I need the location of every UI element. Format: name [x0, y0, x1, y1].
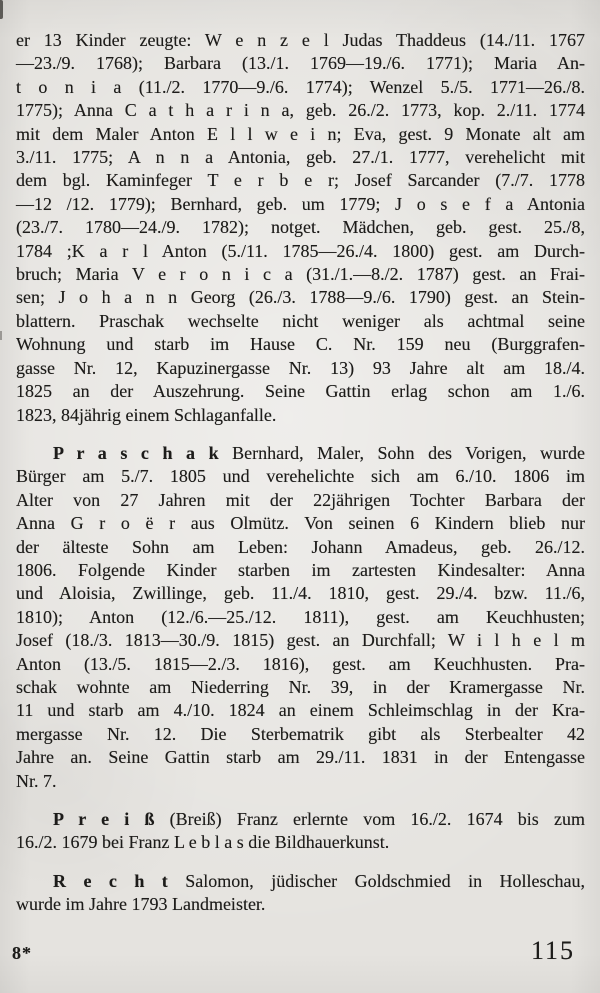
text-run: und Aloisia, Zwillinge, geb. 11./4. 1810, gest. 29./4. bzw. 11./6, [16, 583, 585, 604]
text-line [16, 653, 585, 676]
text-line [16, 746, 585, 769]
text-run: 1810); Anton (12./6.—25./12. 1811), gest. am Keuchhusten; [16, 606, 585, 627]
text-line [16, 770, 585, 793]
text-line [16, 699, 585, 722]
text-line [16, 216, 585, 239]
text-run: mergasse Nr. 12. Die Sterbematrik gibt als Sterbealter 42 [16, 723, 585, 744]
text-line [16, 629, 585, 652]
text-line [16, 310, 585, 333]
scan-artifact [0, 331, 2, 340]
text-line [16, 442, 585, 465]
text-line [16, 263, 585, 286]
text-run: 1825 an der Auszehrung. Seine Gattin erlag schon am 1./6. [16, 381, 585, 402]
page-text [16, 29, 585, 917]
text-line [16, 380, 585, 403]
text-line [16, 606, 585, 629]
text-run: (23./7. 1780—24./9. 1782); notget. Mädchen, geb. gest. 25./8, [16, 217, 585, 238]
text-run: gasse Nr. 12, Kapuzinergasse Nr. 13) 93 Jahre alt am 18./4. [16, 357, 585, 378]
text-line [16, 240, 585, 263]
text-line [16, 404, 585, 427]
text-run: dem bgl. Kaminfeger T e r b e r; Josef Sarcander (7./7. 1778 [16, 170, 585, 191]
text-run: 16./2. 1679 bei Franz L e b l a s die Bildhauerkunst. [16, 832, 390, 853]
scan-artifact [0, 0, 3, 19]
text-run: blattern. Praschak wechselte nicht weniger als achtmal seine [16, 310, 585, 331]
text-line [16, 193, 585, 216]
entry-headword: P r a s c h a k [53, 442, 219, 463]
text-run: Wohnung und starb im Hause C. Nr. 159 neu (Burggrafen- [16, 334, 585, 355]
text-run: Salomon, jüdischer Goldschmied in Holleschau, [167, 870, 585, 891]
text-run: wurde im Jahre 1793 Landmeister. [16, 894, 266, 915]
text-line [16, 465, 585, 488]
text-line [16, 536, 585, 559]
text-line [16, 582, 585, 605]
text-run: 1806. Folgende Kinder starben im zartesten Kindesalter: Anna [16, 559, 585, 580]
text-line [16, 29, 585, 52]
text-line [16, 99, 585, 122]
text-run: Josef (18./3. 1813—30./9. 1815) gest. an Durchfall; W i l h e l m [16, 630, 585, 651]
text-line [16, 723, 585, 746]
text-run: Bernhard, Maler, Sohn des Vorigen, wurde [218, 442, 585, 463]
text-run: 1784 ;K a r l Anton (5./11. 1785—26./4. 1800) gest. am Durch- [16, 240, 585, 261]
entry-headword: R e c h t [53, 870, 168, 891]
text-run: bruch; Maria V e r o n i c a (31./1.—8./2. 1787) gest. an Frai- [16, 264, 585, 285]
text-run: mit dem Maler Anton E l l w e i n; Eva, gest. 9 Monate alt am [16, 123, 585, 144]
text-run: t o n i a (11./2. 1770—9./6. 1774); Wenzel 5./5. 1771—26./8. [16, 76, 585, 97]
text-run: Alter von 27 Jahren mit der 22jährigen Tochter Barbara der [16, 489, 585, 510]
text-run: Jahre an. Seine Gattin starb am 29./11. 1831 in der Entengasse [16, 747, 585, 768]
page-number: 115 [530, 936, 575, 965]
text-run: 11 und starb am 4./10. 1824 an einem Schleimschlag in der Kra- [16, 700, 585, 721]
text-line [16, 286, 585, 309]
text-line [16, 333, 585, 356]
text-run: (Breiß) Franz erlernte vom 16./2. 1674 bis zum [154, 809, 586, 829]
text-line [16, 146, 585, 169]
text-run: Anna G r o ë r aus Olmütz. Von seinen 6 Kindern blieb nur [16, 513, 585, 534]
text-run: Nr. 7. [16, 770, 57, 791]
paragraph-praschak-bernhard-entry [16, 442, 585, 793]
text-run: —12 /12. 1779); Bernhard, geb. um 1779; J o s e f a Antonia [16, 193, 585, 214]
text-run: 3./11. 1775; A n n a Antonia, geb. 27./1. 1777, verehelicht mit [16, 147, 585, 168]
text-line [16, 489, 585, 512]
text-line [16, 870, 585, 893]
signature-mark: 8* [12, 943, 32, 963]
text-run: Bürger am 5./7. 1805 und verehelichte sich am 6./10. 1806 im [16, 466, 585, 487]
paragraph-praschak-children-continuation [16, 29, 585, 427]
text-run: 1775); Anna C a t h a r i n a, geb. 26./2. 1773, kop. 2./11. 1774 [16, 100, 585, 121]
text-line [16, 893, 585, 916]
text-line [16, 512, 585, 535]
text-line [16, 357, 585, 380]
paragraph-recht-salomon-entry [16, 870, 585, 917]
page-footer [12, 936, 575, 966]
entry-headword: P r e i ß [53, 809, 155, 829]
text-line [16, 559, 585, 582]
text-run: —23./9. 1768); Barbara (13./1. 1769—19./6. 1771); Maria An- [16, 53, 585, 74]
paragraph-preiss-franz-entry [16, 808, 585, 855]
text-run: er 13 Kinder zeugte: W e n z e l Judas Thaddeus (14./11. 1767 [16, 30, 585, 50]
text-line [16, 676, 585, 699]
text-line [16, 831, 585, 854]
text-line [16, 123, 585, 146]
text-run: der älteste Sohn am Leben: Johann Amadeus, geb. 26./12. [16, 536, 585, 557]
text-line [16, 808, 585, 831]
text-run: Anton (13./5. 1815—2./3. 1816), gest. am Keuchhusten. Pra- [16, 653, 585, 674]
text-run: sen; J o h a n n Georg (26./3. 1788—9./6. 1790) gest. an Stein- [16, 287, 585, 308]
text-line [16, 52, 585, 75]
text-run: schak wohnte am Niederring Nr. 39, in der Kramergasse Nr. [16, 676, 585, 697]
text-line [16, 169, 585, 192]
text-run: 1823, 84jährig einem Schlaganfalle. [16, 404, 277, 425]
text-line [16, 76, 585, 99]
